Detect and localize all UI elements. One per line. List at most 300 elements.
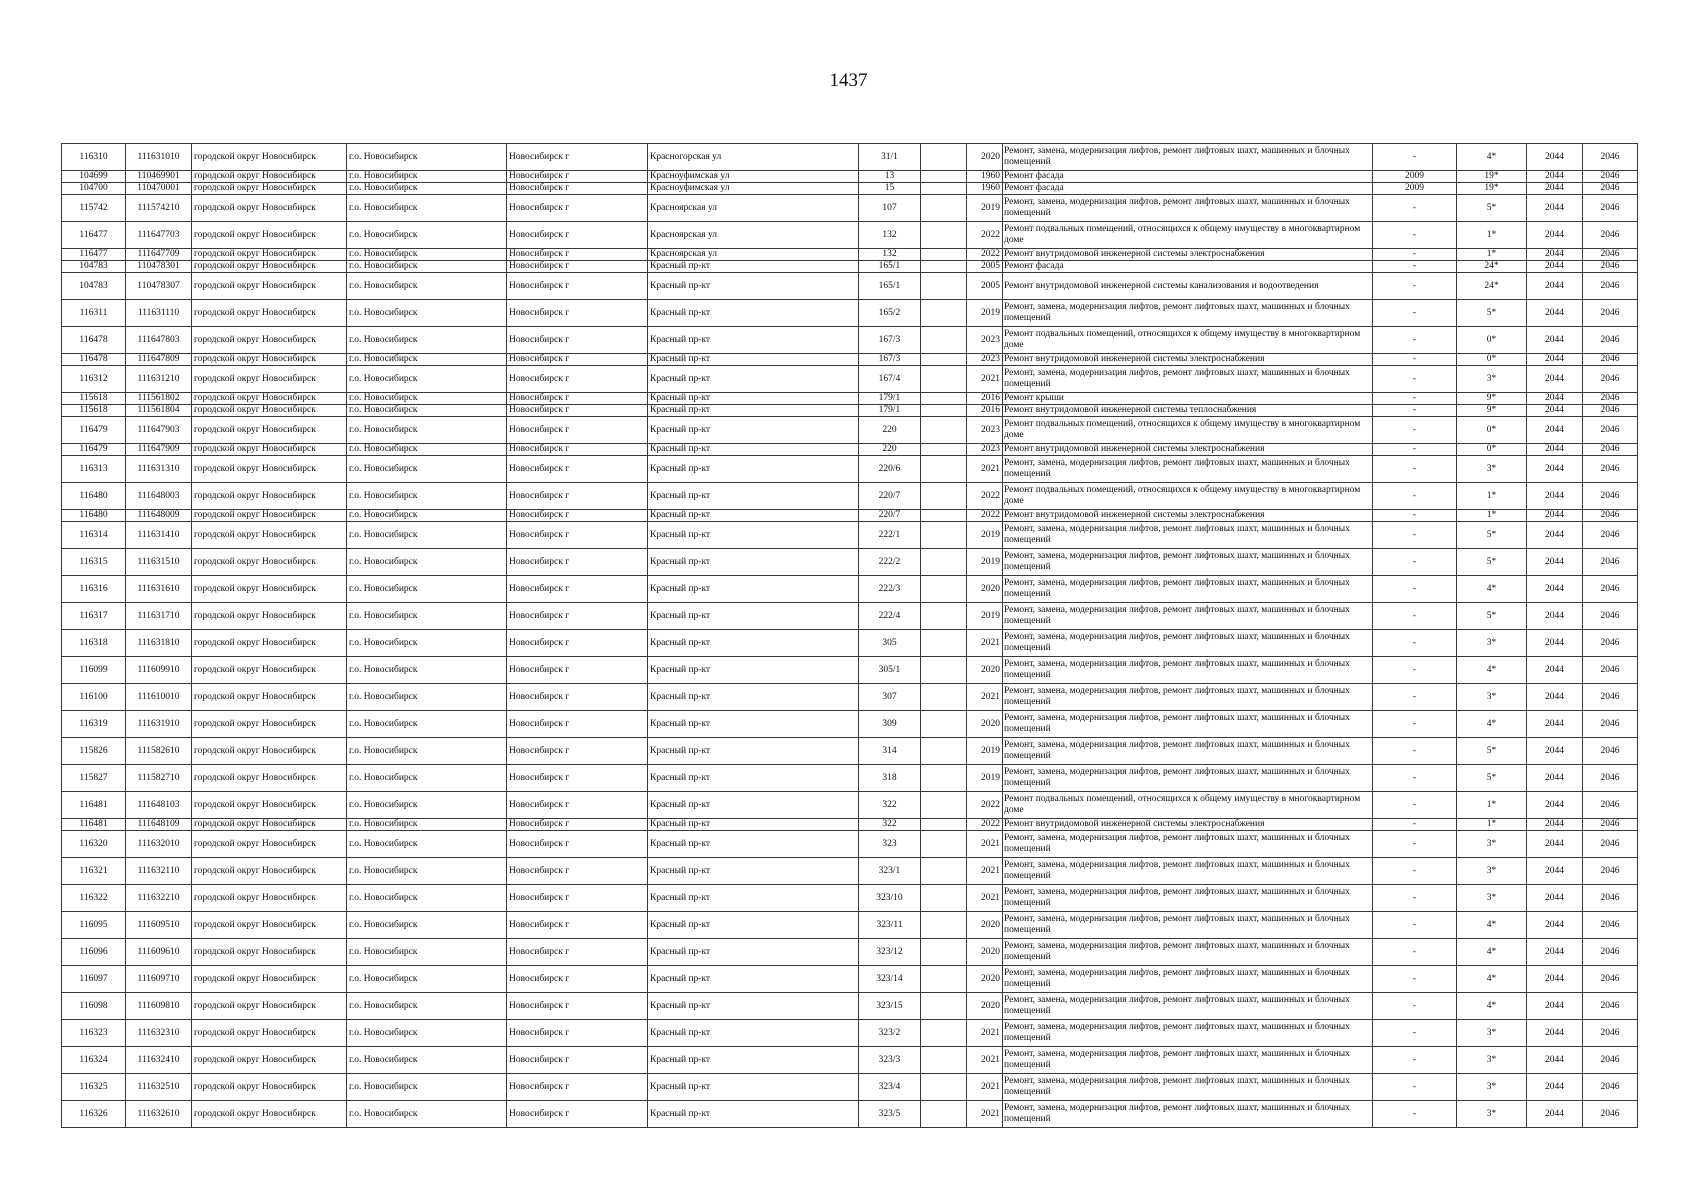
cell-prior-year: - xyxy=(1373,792,1457,819)
cell-work-type: Ремонт подвальных помещений, относящихся к общему имуществу в многоквартирном доме xyxy=(1003,417,1373,444)
cell-city: Новосибирск г xyxy=(507,603,648,630)
cell-street: Красный пр-кт xyxy=(648,300,859,327)
cell-plan-from: 2044 xyxy=(1527,993,1583,1020)
cell-plan-to: 2046 xyxy=(1583,261,1638,273)
table-row xyxy=(62,549,1638,576)
cell-prior-year: - xyxy=(1373,858,1457,885)
cell-object-code: 111632310 xyxy=(126,1020,192,1047)
table-row xyxy=(62,966,1638,993)
cell-settlement-type: г.о. Новосибирск xyxy=(347,522,507,549)
cell-plan-to: 2046 xyxy=(1583,630,1638,657)
cell-record-id: 116324 xyxy=(62,1047,126,1074)
table-row xyxy=(62,144,1638,171)
cell-house: 222/2 xyxy=(859,549,921,576)
cell-house: 305/1 xyxy=(859,657,921,684)
cell-blank xyxy=(921,222,967,249)
table-row xyxy=(62,630,1638,657)
cell-settlement-type: г.о. Новосибирск xyxy=(347,417,507,444)
cell-prior-year: - xyxy=(1373,354,1457,366)
cell-work-type: Ремонт, замена, модернизация лифтов, ремонт лифтовых шахт, машинных и блочных помещений xyxy=(1003,195,1373,222)
cell-street: Красный пр-кт xyxy=(648,1047,859,1074)
cell-blank xyxy=(921,819,967,831)
cell-record-id: 116097 xyxy=(62,966,126,993)
cell-prior-year: - xyxy=(1373,195,1457,222)
cell-plan-to: 2046 xyxy=(1583,912,1638,939)
cell-record-id: 116319 xyxy=(62,711,126,738)
cell-plan-from: 2044 xyxy=(1527,354,1583,366)
cell-work-type: Ремонт подвальных помещений, относящихся к общему имуществу в многоквартирном доме xyxy=(1003,792,1373,819)
cell-blank xyxy=(921,765,967,792)
cell-street: Красноярская ул xyxy=(648,222,859,249)
cell-blank xyxy=(921,144,967,171)
cell-year: 2016 xyxy=(967,405,1003,417)
table-row xyxy=(62,300,1638,327)
cell-settlement-type: г.о. Новосибирск xyxy=(347,195,507,222)
cell-work-type: Ремонт внутридомовой инженерной системы электроснабжения xyxy=(1003,249,1373,261)
cell-year: 2019 xyxy=(967,549,1003,576)
cell-plan-to: 2046 xyxy=(1583,249,1638,261)
cell-year: 2020 xyxy=(967,966,1003,993)
cell-settlement-type: г.о. Новосибирск xyxy=(347,912,507,939)
cell-year: 2023 xyxy=(967,444,1003,456)
cell-street: Красный пр-кт xyxy=(648,405,859,417)
cell-plan-to: 2046 xyxy=(1583,366,1638,393)
cell-city: Новосибирск г xyxy=(507,249,648,261)
cell-risk: 3* xyxy=(1457,684,1527,711)
cell-blank xyxy=(921,885,967,912)
cell-work-type: Ремонт, замена, модернизация лифтов, ремонт лифтовых шахт, машинных и блочных помещений xyxy=(1003,144,1373,171)
cell-municipality: городской округ Новосибирск xyxy=(192,300,347,327)
cell-house: 323/14 xyxy=(859,966,921,993)
cell-plan-from: 2044 xyxy=(1527,183,1583,195)
cell-street: Красноуфимская ул xyxy=(648,183,859,195)
cell-municipality: городской округ Новосибирск xyxy=(192,456,347,483)
cell-plan-from: 2044 xyxy=(1527,1020,1583,1047)
cell-street: Красный пр-кт xyxy=(648,510,859,522)
cell-object-code: 111632010 xyxy=(126,831,192,858)
cell-municipality: городской округ Новосибирск xyxy=(192,261,347,273)
cell-record-id: 116095 xyxy=(62,912,126,939)
cell-settlement-type: г.о. Новосибирск xyxy=(347,603,507,630)
cell-risk: 9* xyxy=(1457,393,1527,405)
cell-work-type: Ремонт, замена, модернизация лифтов, ремонт лифтовых шахт, машинных и блочных помещений xyxy=(1003,549,1373,576)
cell-blank xyxy=(921,393,967,405)
cell-house: 305 xyxy=(859,630,921,657)
cell-plan-to: 2046 xyxy=(1583,576,1638,603)
cell-street: Красный пр-кт xyxy=(648,630,859,657)
cell-city: Новосибирск г xyxy=(507,885,648,912)
cell-risk: 0* xyxy=(1457,444,1527,456)
cell-year: 2023 xyxy=(967,354,1003,366)
cell-blank xyxy=(921,195,967,222)
cell-prior-year: - xyxy=(1373,393,1457,405)
cell-plan-to: 2046 xyxy=(1583,1074,1638,1101)
cell-blank xyxy=(921,792,967,819)
cell-plan-to: 2046 xyxy=(1583,456,1638,483)
cell-settlement-type: г.о. Новосибирск xyxy=(347,858,507,885)
cell-work-type: Ремонт, замена, модернизация лифтов, ремонт лифтовых шахт, машинных и блочных помещений xyxy=(1003,885,1373,912)
cell-year: 2023 xyxy=(967,327,1003,354)
cell-municipality: городской округ Новосибирск xyxy=(192,1101,347,1128)
cell-municipality: городской округ Новосибирск xyxy=(192,510,347,522)
cell-record-id: 104783 xyxy=(62,261,126,273)
table-row xyxy=(62,603,1638,630)
cell-object-code: 111631610 xyxy=(126,576,192,603)
cell-city: Новосибирск г xyxy=(507,657,648,684)
cell-record-id: 116312 xyxy=(62,366,126,393)
cell-object-code: 110470001 xyxy=(126,183,192,195)
table-row xyxy=(62,858,1638,885)
cell-blank xyxy=(921,510,967,522)
cell-work-type: Ремонт, замена, модернизация лифтов, ремонт лифтовых шахт, машинных и блочных помещений xyxy=(1003,456,1373,483)
cell-year: 2021 xyxy=(967,1074,1003,1101)
cell-work-type: Ремонт подвальных помещений, относящихся к общему имуществу в многоквартирном доме xyxy=(1003,327,1373,354)
cell-plan-to: 2046 xyxy=(1583,195,1638,222)
cell-prior-year: - xyxy=(1373,366,1457,393)
cell-settlement-type: г.о. Новосибирск xyxy=(347,1074,507,1101)
cell-city: Новосибирск г xyxy=(507,300,648,327)
cell-plan-from: 2044 xyxy=(1527,300,1583,327)
table-row xyxy=(62,738,1638,765)
cell-year: 2005 xyxy=(967,273,1003,300)
cell-work-type: Ремонт, замена, модернизация лифтов, ремонт лифтовых шахт, машинных и блочных помещений xyxy=(1003,858,1373,885)
cell-house: 318 xyxy=(859,765,921,792)
cell-blank xyxy=(921,966,967,993)
cell-municipality: городской округ Новосибирск xyxy=(192,684,347,711)
cell-prior-year: - xyxy=(1373,684,1457,711)
table-row xyxy=(62,327,1638,354)
cell-plan-from: 2044 xyxy=(1527,222,1583,249)
cell-prior-year: - xyxy=(1373,144,1457,171)
cell-year: 2019 xyxy=(967,738,1003,765)
cell-settlement-type: г.о. Новосибирск xyxy=(347,405,507,417)
cell-settlement-type: г.о. Новосибирск xyxy=(347,831,507,858)
cell-municipality: городской округ Новосибирск xyxy=(192,912,347,939)
cell-plan-to: 2046 xyxy=(1583,327,1638,354)
cell-municipality: городской округ Новосибирск xyxy=(192,765,347,792)
cell-street: Красный пр-кт xyxy=(648,858,859,885)
cell-city: Новосибирск г xyxy=(507,222,648,249)
cell-year: 1960 xyxy=(967,171,1003,183)
cell-work-type: Ремонт, замена, модернизация лифтов, ремонт лифтовых шахт, машинных и блочных помещений xyxy=(1003,630,1373,657)
cell-settlement-type: г.о. Новосибирск xyxy=(347,222,507,249)
cell-municipality: городской округ Новосибирск xyxy=(192,393,347,405)
cell-plan-from: 2044 xyxy=(1527,1047,1583,1074)
cell-work-type: Ремонт, замена, модернизация лифтов, ремонт лифтовых шахт, машинных и блочных помещений xyxy=(1003,603,1373,630)
cell-record-id: 115826 xyxy=(62,738,126,765)
cell-settlement-type: г.о. Новосибирск xyxy=(347,300,507,327)
cell-prior-year: - xyxy=(1373,261,1457,273)
cell-settlement-type: г.о. Новосибирск xyxy=(347,1101,507,1128)
cell-work-type: Ремонт, замена, модернизация лифтов, ремонт лифтовых шахт, машинных и блочных помещений xyxy=(1003,711,1373,738)
cell-municipality: городской округ Новосибирск xyxy=(192,327,347,354)
cell-street: Красногорская ул xyxy=(648,144,859,171)
cell-object-code: 111648103 xyxy=(126,792,192,819)
cell-street: Красный пр-кт xyxy=(648,684,859,711)
cell-settlement-type: г.о. Новосибирск xyxy=(347,354,507,366)
cell-plan-to: 2046 xyxy=(1583,1020,1638,1047)
cell-year: 2019 xyxy=(967,765,1003,792)
cell-settlement-type: г.о. Новосибирск xyxy=(347,939,507,966)
cell-plan-from: 2044 xyxy=(1527,273,1583,300)
cell-house: 307 xyxy=(859,684,921,711)
cell-house: 132 xyxy=(859,249,921,261)
cell-settlement-type: г.о. Новосибирск xyxy=(347,711,507,738)
cell-settlement-type: г.о. Новосибирск xyxy=(347,444,507,456)
cell-prior-year: - xyxy=(1373,885,1457,912)
cell-blank xyxy=(921,711,967,738)
cell-blank xyxy=(921,366,967,393)
cell-prior-year: - xyxy=(1373,300,1457,327)
cell-work-type: Ремонт, замена, модернизация лифтов, ремонт лифтовых шахт, машинных и блочных помещений xyxy=(1003,576,1373,603)
cell-blank xyxy=(921,1047,967,1074)
cell-record-id: 116322 xyxy=(62,885,126,912)
table-row xyxy=(62,684,1638,711)
cell-year: 2021 xyxy=(967,1047,1003,1074)
cell-risk: 5* xyxy=(1457,300,1527,327)
cell-prior-year: - xyxy=(1373,966,1457,993)
cell-plan-to: 2046 xyxy=(1583,765,1638,792)
cell-record-id: 116098 xyxy=(62,993,126,1020)
cell-plan-to: 2046 xyxy=(1583,738,1638,765)
cell-work-type: Ремонт, замена, модернизация лифтов, ремонт лифтовых шахт, машинных и блочных помещений xyxy=(1003,684,1373,711)
cell-blank xyxy=(921,261,967,273)
cell-risk: 3* xyxy=(1457,1047,1527,1074)
cell-house: 220/7 xyxy=(859,483,921,510)
cell-prior-year: - xyxy=(1373,576,1457,603)
cell-year: 2019 xyxy=(967,300,1003,327)
cell-object-code: 111631210 xyxy=(126,366,192,393)
cell-house: 323/4 xyxy=(859,1074,921,1101)
cell-year: 2021 xyxy=(967,630,1003,657)
cell-street: Красный пр-кт xyxy=(648,765,859,792)
cell-plan-to: 2046 xyxy=(1583,171,1638,183)
cell-prior-year: - xyxy=(1373,993,1457,1020)
cell-city: Новосибирск г xyxy=(507,273,648,300)
cell-risk: 1* xyxy=(1457,510,1527,522)
table-row xyxy=(62,483,1638,510)
cell-municipality: городской округ Новосибирск xyxy=(192,603,347,630)
cell-plan-to: 2046 xyxy=(1583,549,1638,576)
table-row xyxy=(62,273,1638,300)
cell-object-code: 111631010 xyxy=(126,144,192,171)
cell-municipality: городской округ Новосибирск xyxy=(192,885,347,912)
cell-blank xyxy=(921,1101,967,1128)
cell-city: Новосибирск г xyxy=(507,684,648,711)
cell-city: Новосибирск г xyxy=(507,831,648,858)
cell-city: Новосибирск г xyxy=(507,792,648,819)
table-row xyxy=(62,249,1638,261)
cell-risk: 5* xyxy=(1457,738,1527,765)
cell-plan-from: 2044 xyxy=(1527,171,1583,183)
cell-work-type: Ремонт внутридомовой инженерной системы канализования и водоотведения xyxy=(1003,273,1373,300)
cell-street: Красный пр-кт xyxy=(648,966,859,993)
cell-object-code: 111631110 xyxy=(126,300,192,327)
cell-year: 2020 xyxy=(967,711,1003,738)
cell-year: 2019 xyxy=(967,195,1003,222)
cell-plan-from: 2044 xyxy=(1527,858,1583,885)
cell-plan-from: 2044 xyxy=(1527,1074,1583,1101)
cell-house: 222/4 xyxy=(859,603,921,630)
cell-prior-year: - xyxy=(1373,831,1457,858)
cell-object-code: 111648003 xyxy=(126,483,192,510)
cell-record-id: 116311 xyxy=(62,300,126,327)
table-row xyxy=(62,711,1638,738)
cell-plan-from: 2044 xyxy=(1527,885,1583,912)
cell-plan-to: 2046 xyxy=(1583,354,1638,366)
cell-blank xyxy=(921,576,967,603)
cell-municipality: городской округ Новосибирск xyxy=(192,738,347,765)
cell-risk: 3* xyxy=(1457,366,1527,393)
cell-blank xyxy=(921,912,967,939)
cell-object-code: 110469901 xyxy=(126,171,192,183)
cell-year: 2021 xyxy=(967,1020,1003,1047)
cell-plan-from: 2044 xyxy=(1527,444,1583,456)
cell-house: 323/15 xyxy=(859,993,921,1020)
cell-house: 132 xyxy=(859,222,921,249)
cell-blank xyxy=(921,684,967,711)
cell-work-type: Ремонт внутридомовой инженерной системы теплоснабжения xyxy=(1003,405,1373,417)
cell-city: Новосибирск г xyxy=(507,366,648,393)
cell-risk: 4* xyxy=(1457,144,1527,171)
cell-blank xyxy=(921,300,967,327)
cell-street: Красный пр-кт xyxy=(648,417,859,444)
cell-settlement-type: г.о. Новосибирск xyxy=(347,273,507,300)
cell-prior-year: - xyxy=(1373,738,1457,765)
table-row xyxy=(62,405,1638,417)
cell-city: Новосибирск г xyxy=(507,912,648,939)
cell-year: 2019 xyxy=(967,603,1003,630)
cell-municipality: городской округ Новосибирск xyxy=(192,939,347,966)
cell-plan-to: 2046 xyxy=(1583,144,1638,171)
cell-city: Новосибирск г xyxy=(507,630,648,657)
table-row xyxy=(62,912,1638,939)
cell-plan-to: 2046 xyxy=(1583,483,1638,510)
cell-plan-from: 2044 xyxy=(1527,549,1583,576)
cell-plan-to: 2046 xyxy=(1583,510,1638,522)
cell-city: Новосибирск г xyxy=(507,738,648,765)
cell-city: Новосибирск г xyxy=(507,354,648,366)
cell-city: Новосибирск г xyxy=(507,549,648,576)
cell-object-code: 111609710 xyxy=(126,966,192,993)
cell-object-code: 111609810 xyxy=(126,993,192,1020)
cell-house: 220/6 xyxy=(859,456,921,483)
cell-blank xyxy=(921,630,967,657)
cell-settlement-type: г.о. Новосибирск xyxy=(347,684,507,711)
cell-prior-year: - xyxy=(1373,912,1457,939)
cell-house: 167/3 xyxy=(859,354,921,366)
cell-prior-year: - xyxy=(1373,765,1457,792)
cell-municipality: городской округ Новосибирск xyxy=(192,1074,347,1101)
cell-municipality: городской округ Новосибирск xyxy=(192,819,347,831)
cell-municipality: городской округ Новосибирск xyxy=(192,576,347,603)
cell-record-id: 116480 xyxy=(62,483,126,510)
cell-municipality: городской округ Новосибирск xyxy=(192,1020,347,1047)
cell-prior-year: - xyxy=(1373,1047,1457,1074)
cell-plan-from: 2044 xyxy=(1527,711,1583,738)
cell-risk: 4* xyxy=(1457,939,1527,966)
cell-risk: 24* xyxy=(1457,273,1527,300)
cell-street: Красный пр-кт xyxy=(648,261,859,273)
cell-record-id: 116096 xyxy=(62,939,126,966)
cell-plan-to: 2046 xyxy=(1583,792,1638,819)
cell-object-code: 111647709 xyxy=(126,249,192,261)
cell-record-id: 116478 xyxy=(62,327,126,354)
cell-year: 2022 xyxy=(967,249,1003,261)
cell-plan-to: 2046 xyxy=(1583,939,1638,966)
cell-record-id: 116317 xyxy=(62,603,126,630)
cell-municipality: городской округ Новосибирск xyxy=(192,483,347,510)
cell-municipality: городской округ Новосибирск xyxy=(192,522,347,549)
cell-object-code: 111631710 xyxy=(126,603,192,630)
cell-street: Красный пр-кт xyxy=(648,444,859,456)
cell-work-type: Ремонт фасада xyxy=(1003,171,1373,183)
cell-risk: 4* xyxy=(1457,993,1527,1020)
cell-city: Новосибирск г xyxy=(507,405,648,417)
cell-street: Красный пр-кт xyxy=(648,831,859,858)
cell-street: Красный пр-кт xyxy=(648,939,859,966)
table-row xyxy=(62,171,1638,183)
cell-house: 323/11 xyxy=(859,912,921,939)
cell-work-type: Ремонт, замена, модернизация лифтов, ремонт лифтовых шахт, машинных и блочных помещений xyxy=(1003,366,1373,393)
cell-prior-year: - xyxy=(1373,630,1457,657)
cell-plan-to: 2046 xyxy=(1583,417,1638,444)
cell-plan-from: 2044 xyxy=(1527,630,1583,657)
cell-work-type: Ремонт, замена, модернизация лифтов, ремонт лифтовых шахт, машинных и блочных помещений xyxy=(1003,1074,1373,1101)
cell-plan-to: 2046 xyxy=(1583,993,1638,1020)
cell-risk: 1* xyxy=(1457,483,1527,510)
cell-record-id: 116479 xyxy=(62,417,126,444)
cell-plan-from: 2044 xyxy=(1527,819,1583,831)
cell-object-code: 111609510 xyxy=(126,912,192,939)
cell-year: 2023 xyxy=(967,417,1003,444)
cell-street: Красный пр-кт xyxy=(648,327,859,354)
table-row xyxy=(62,393,1638,405)
cell-record-id: 116313 xyxy=(62,456,126,483)
cell-risk: 3* xyxy=(1457,630,1527,657)
cell-record-id: 116099 xyxy=(62,657,126,684)
cell-object-code: 111647803 xyxy=(126,327,192,354)
cell-plan-to: 2046 xyxy=(1583,657,1638,684)
cell-blank xyxy=(921,657,967,684)
table-row xyxy=(62,657,1638,684)
cell-record-id: 104783 xyxy=(62,273,126,300)
cell-work-type: Ремонт внутридомовой инженерной системы электроснабжения xyxy=(1003,510,1373,522)
cell-street: Красноярская ул xyxy=(648,195,859,222)
cell-city: Новосибирск г xyxy=(507,819,648,831)
cell-record-id: 115618 xyxy=(62,393,126,405)
cell-house: 323/5 xyxy=(859,1101,921,1128)
cell-plan-to: 2046 xyxy=(1583,966,1638,993)
table-row xyxy=(62,792,1638,819)
cell-prior-year: - xyxy=(1373,657,1457,684)
cell-work-type: Ремонт, замена, модернизация лифтов, ремонт лифтовых шахт, машинных и блочных помещений xyxy=(1003,522,1373,549)
table-row xyxy=(62,885,1638,912)
cell-record-id: 115827 xyxy=(62,765,126,792)
table-row xyxy=(62,366,1638,393)
cell-house: 322 xyxy=(859,819,921,831)
cell-prior-year: - xyxy=(1373,510,1457,522)
cell-settlement-type: г.о. Новосибирск xyxy=(347,249,507,261)
cell-house: 220 xyxy=(859,417,921,444)
cell-record-id: 116100 xyxy=(62,684,126,711)
cell-settlement-type: г.о. Новосибирск xyxy=(347,483,507,510)
table-row xyxy=(62,1074,1638,1101)
cell-object-code: 110478301 xyxy=(126,261,192,273)
table-row xyxy=(62,444,1638,456)
cell-year: 2021 xyxy=(967,831,1003,858)
cell-prior-year: 2009 xyxy=(1373,171,1457,183)
